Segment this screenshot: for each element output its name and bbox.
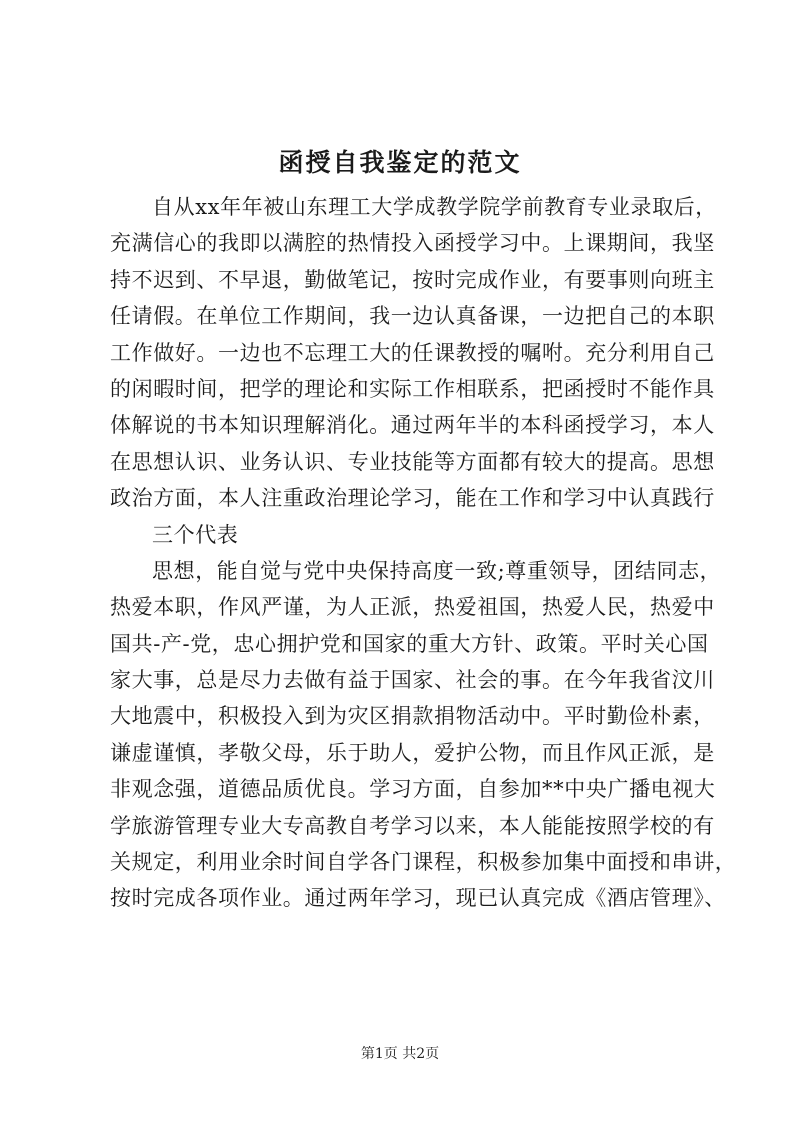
page-footer: 第1页 共2页 (360, 1046, 440, 1062)
body-line: 非观念强，道德品质优良。学习方面，自参加**中央广播电视大 (110, 777, 716, 802)
body-line: 工作做好。一边也不忘理工大的任课教授的嘱咐。充分利用自己 (110, 340, 715, 365)
body-line: 按时完成各项作业。通过两年学习，现已认真完成《酒店管理》、 (110, 886, 726, 911)
body-line: 在思想认识、业务认识、专业技能等方面都有较大的提高。思想 (110, 449, 715, 474)
body-line: 家大事，总是尽力去做有益于国家、社会的事。在今年我省汶川 (110, 668, 715, 693)
body-line: 学旅游管理专业大专高教自考学习以来，本人能能按照学校的有 (110, 813, 715, 838)
body-line: 国共-产-党，忠心拥护党和国家的重大方针、政策。平时关心国 (110, 631, 709, 656)
body-line: 三个代表 (152, 522, 239, 547)
body-line: 思想，能自觉与党中央保持高度一致;尊重领导，团结同志， (152, 558, 722, 583)
body-line: 任请假。在单位工作期间，我一边认真备课，一边把自己的本职 (110, 304, 715, 329)
body-line: 持不迟到、不早退，勤做笔记，按时完成作业，有要事则向班主 (110, 267, 715, 292)
body-line: 谦虚谨慎，孝敬父母，乐于助人，爱护公物，而且作风正派，是 (110, 740, 715, 765)
body-line: 自从xx年年被山东理工大学成教学院学前教育专业录取后， (152, 195, 717, 219)
body-line: 充满信心的我即以满腔的热情投入函授学习中。上课期间，我坚 (110, 231, 715, 256)
document-body (110, 189, 737, 917)
body-line: 关规定，利用业余时间自学各门课程，积极参加集中面授和串讲， (110, 850, 737, 875)
body-line: 的闲暇时间，把学的理论和实际工作相联系，把函授时不能作具 (110, 376, 715, 401)
body-line: 体解说的书本知识理解消化。通过两年半的本科函授学习，本人 (110, 413, 715, 438)
body-line: 热爱本职，作风严谨，为人正派，热爱祖国，热爱人民，热爱中 (110, 595, 715, 620)
body-line: 大地震中，积极投入到为灾区捐款捐物活动中。平时勤俭朴素， (110, 704, 715, 729)
document-title: 函授自我鉴定的范文 (278, 148, 522, 177)
body-line: 政治方面，本人注重政治理论学习，能在工作和学习中认真践行 (110, 486, 715, 511)
